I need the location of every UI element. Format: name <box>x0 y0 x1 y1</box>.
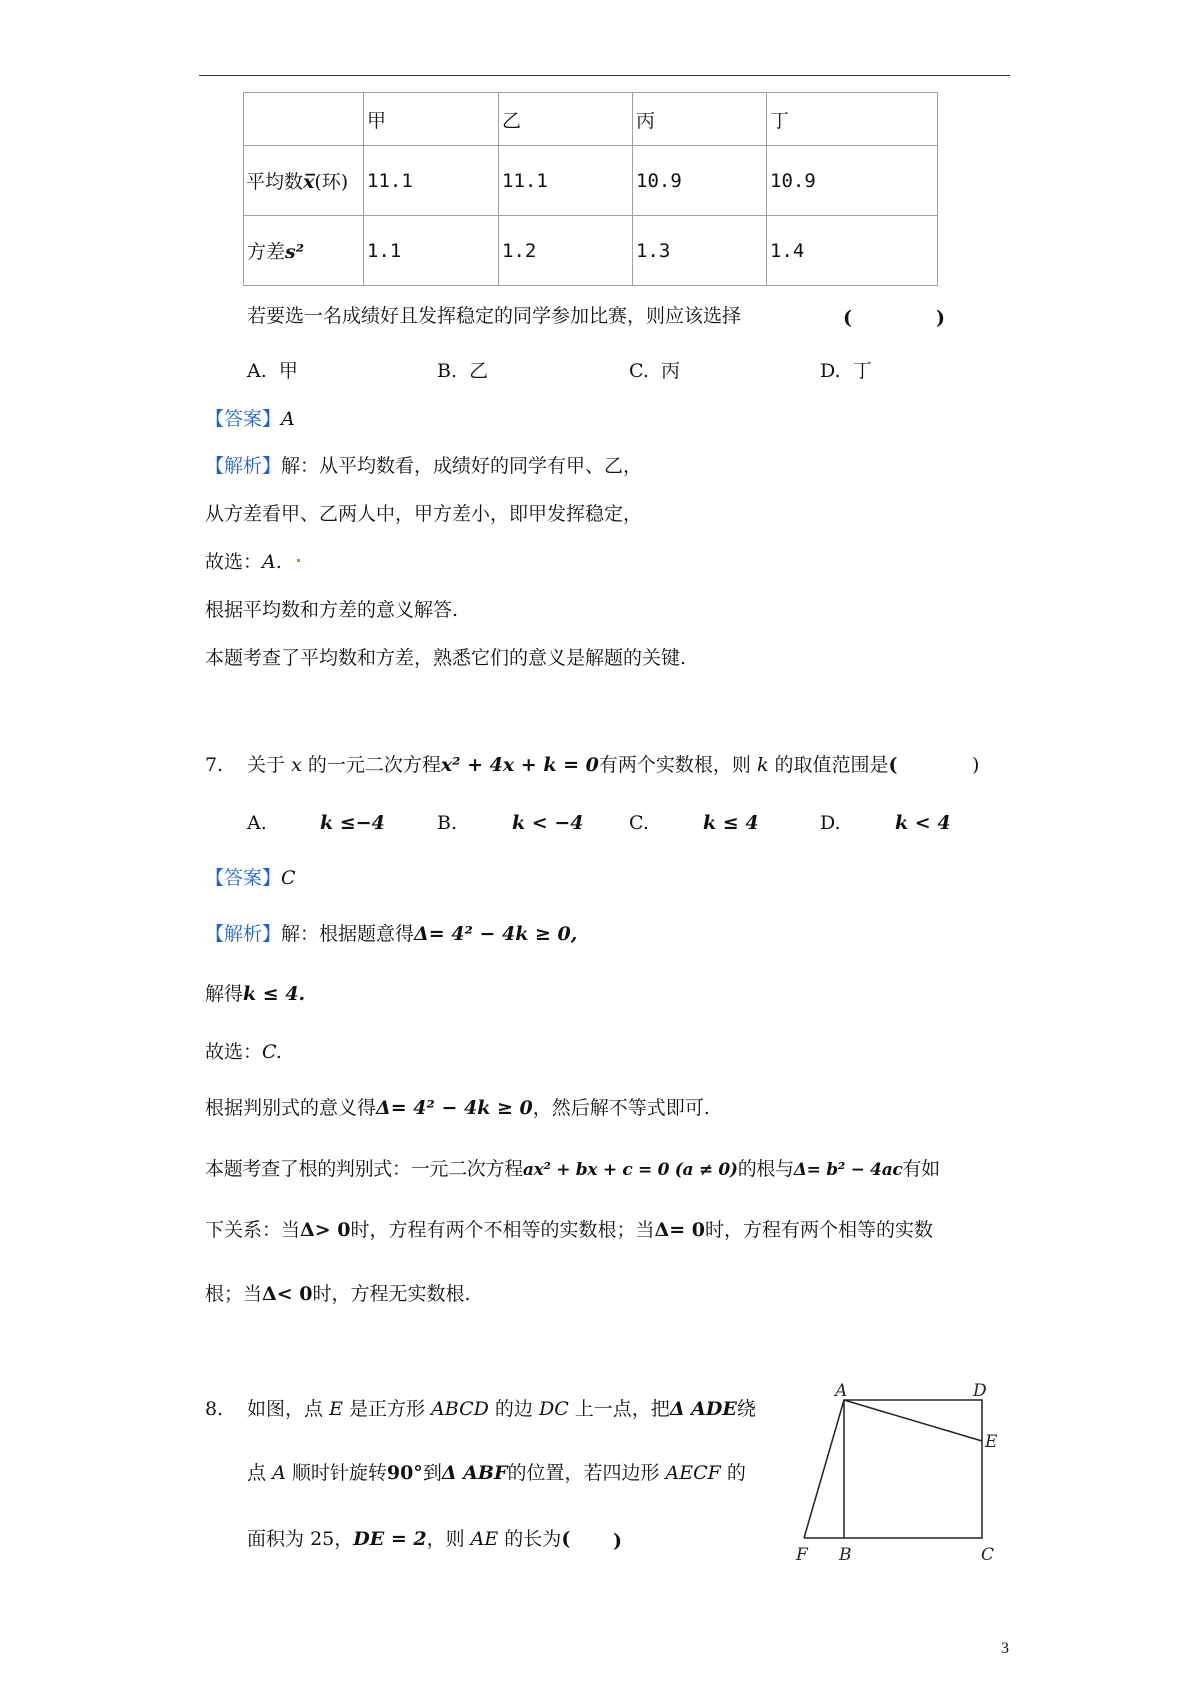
label-text: 平均数 <box>246 171 304 193</box>
analysis-text: 解：根据题意得 <box>281 923 415 945</box>
table-header-cell: 乙 <box>499 93 633 146</box>
option-text: 丁 <box>852 360 872 382</box>
analysis-math: Δ= 4² − 4k ≥ 0, <box>414 923 578 945</box>
q6-analysis-line-3 <box>205 550 282 574</box>
stem-text: 的取值范围是 <box>774 754 889 776</box>
q7-option-d-letter: D. <box>820 812 841 834</box>
stray-dot <box>297 559 300 562</box>
q6-option-b <box>437 359 488 383</box>
table-header-cell: 丙 <box>633 93 767 146</box>
q7-analysis-line-1 <box>205 922 577 946</box>
q6-option-a <box>247 359 298 383</box>
q7-analysis-line-5 <box>205 1157 940 1182</box>
q7-analysis-line-3 <box>205 1040 282 1064</box>
stem-var: x <box>291 754 302 776</box>
option-text: 丙 <box>661 360 681 382</box>
analysis-math: Δ> 0 <box>300 1219 351 1241</box>
point: A <box>272 1462 286 1484</box>
analysis-text: 根；当 <box>205 1283 263 1305</box>
table-header-row <box>244 93 938 146</box>
bracket-open: ( <box>561 1528 571 1550</box>
text: ，则 <box>426 1528 465 1550</box>
q8-bracket-close: ) <box>613 1530 622 1552</box>
q6-analysis-line-5: 本题考查了平均数和方差，熟悉它们的意义是解题的关键. <box>205 647 687 669</box>
analysis-text: 故选： <box>205 551 263 573</box>
text: 绕 <box>736 1398 756 1420</box>
q6-answer <box>205 407 295 431</box>
text: 如图，点 <box>247 1398 324 1420</box>
analysis-text: 时，方程有两个不相等的实数根；当 <box>350 1219 655 1241</box>
label-math: x̅ <box>303 171 315 193</box>
q7-option-c-letter: C. <box>629 812 649 834</box>
page-number: 3 <box>1001 1640 1009 1657</box>
header-rule <box>199 75 1010 76</box>
label-a: A <box>835 1381 848 1401</box>
analysis-math: Δ= 0 <box>654 1219 706 1241</box>
q8-line-2 <box>247 1461 746 1485</box>
figure-lines <box>804 1400 982 1538</box>
q7-answer <box>205 866 296 890</box>
option-letter: D. <box>820 360 841 382</box>
q6-option-c <box>629 359 680 383</box>
table-cell <box>244 93 364 146</box>
q6-option-d <box>820 359 872 383</box>
q6-stem <box>247 304 741 328</box>
square-name: ABCD <box>431 1398 489 1420</box>
analysis-text: 时，方程无实数根. <box>312 1283 471 1305</box>
table-cell: 1.2 <box>499 216 633 286</box>
table-cell: 1.3 <box>633 216 767 286</box>
text: ， <box>334 1528 354 1550</box>
analysis-math: Δ< 0 <box>262 1283 313 1305</box>
segment: AE <box>470 1528 499 1550</box>
q8-figure <box>775 1375 1005 1570</box>
triangle: Δ ABF <box>441 1462 508 1484</box>
option-letter: B. <box>437 360 458 382</box>
text: 的边 <box>494 1398 533 1420</box>
text: 点 <box>247 1462 267 1484</box>
text: 顺时针旋转 <box>291 1462 387 1484</box>
label-f: F <box>796 1545 808 1565</box>
q6-analysis-line-2: 从方差看甲、乙两人中，甲方差小，即甲发挥稳定， <box>205 503 643 525</box>
triangle: Δ ADE <box>669 1398 737 1420</box>
analysis-math: Δ= 4² − 4k ≥ 0 <box>376 1097 533 1119</box>
analysis-text: 的根与 <box>737 1158 794 1180</box>
analysis-text: 有如 <box>902 1158 940 1180</box>
q6-analysis-line-4: 根据平均数和方差的意义解答. <box>205 599 459 621</box>
table-header-cell: 丁 <box>767 93 938 146</box>
text: 的 <box>726 1462 746 1484</box>
q7-analysis-line-4 <box>205 1096 710 1120</box>
analysis-text: 解得 <box>205 983 244 1005</box>
analysis-math: Δ= b² − 4ac <box>793 1160 903 1180</box>
answer-tag: 【答案】 <box>205 867 282 889</box>
table-header-cell: 甲 <box>364 93 499 146</box>
label-c: C <box>981 1545 995 1565</box>
analysis-text: 本题考查了根的判别式：一元二次方程 <box>205 1158 523 1180</box>
label-math: s² <box>285 241 305 263</box>
text: 的位置，若四边形 <box>507 1462 660 1484</box>
table-cell: 10.9 <box>633 146 767 216</box>
analysis-text: 时，方程有两个相等的实数 <box>705 1219 934 1241</box>
quad-name: AECF <box>665 1462 721 1484</box>
label-text: 方差 <box>247 241 286 263</box>
q8-line-3 <box>247 1527 570 1551</box>
analysis-text: ，然后解不等式即可. <box>532 1097 710 1119</box>
analysis-tag: 【解析】 <box>205 455 282 477</box>
analysis-text: 故选： <box>205 1041 263 1063</box>
table-cell: 1.4 <box>767 216 938 286</box>
q7-option-c-text: k ≤ 4 <box>703 812 759 834</box>
label-text: (环) <box>314 171 349 193</box>
option-letter: C. <box>629 360 649 382</box>
number: 25 <box>310 1528 335 1550</box>
option-text: 乙 <box>469 360 489 382</box>
text: 面积为 <box>247 1528 305 1550</box>
side: DC <box>538 1398 569 1420</box>
q7-number: 7. <box>205 754 224 776</box>
answer-value: C <box>281 867 296 889</box>
q7-analysis-line-2 <box>205 982 305 1006</box>
option-text: 甲 <box>278 360 298 382</box>
bracket-open: ( <box>888 754 898 776</box>
segment-af <box>804 1400 844 1538</box>
table-cell: 1.1 <box>364 216 499 286</box>
q6-bracket-close: ) <box>936 307 945 329</box>
row-label-variance <box>244 216 364 286</box>
q7-option-b-text: k < −4 <box>512 812 584 834</box>
analysis-text: 解：从平均数看，成绩好的同学有甲、乙， <box>281 455 643 477</box>
analysis-tag: 【解析】 <box>205 923 282 945</box>
q6-bracket-open: ( <box>843 307 852 329</box>
q6-analysis-line-1 <box>205 454 642 478</box>
equation: DE = 2 <box>353 1528 427 1550</box>
angle: 90° <box>386 1462 423 1484</box>
q7-analysis-line-6 <box>205 1218 933 1242</box>
label-e: E <box>985 1432 998 1452</box>
label-d: D <box>973 1381 987 1401</box>
stem-equation: x² + 4x + k = 0 <box>440 754 599 776</box>
stem-text: 的一元二次方程 <box>307 754 441 776</box>
text: 是正方形 <box>348 1398 425 1420</box>
analysis-choice: C. <box>262 1041 282 1063</box>
q7-bracket-close: ) <box>972 754 980 776</box>
answer-value: A <box>281 408 295 430</box>
q7-stem <box>247 753 898 777</box>
answer-tag: 【答案】 <box>205 408 282 430</box>
stats-table <box>243 92 938 286</box>
q7-option-a-letter: A. <box>247 812 267 834</box>
q8-line-1 <box>247 1397 756 1421</box>
q7-option-d-text: k < 4 <box>895 812 951 834</box>
stem-text: 有两个实数根，则 <box>598 754 751 776</box>
stem-var: k <box>756 754 769 776</box>
point: E <box>329 1398 343 1420</box>
segment-ae <box>844 1400 982 1441</box>
q7-option-a-text: k ≤−4 <box>320 812 385 834</box>
analysis-math: ax² + bx + c = 0 (a ≠ 0) <box>522 1160 738 1180</box>
analysis-math: k ≤ 4. <box>243 983 306 1005</box>
option-letter: A. <box>247 360 267 382</box>
table-row <box>244 146 938 216</box>
q6-stem-text: 若要选一名成绩好且发挥稳定的同学参加比赛，则应该选择 <box>247 305 742 327</box>
analysis-text: 下关系：当 <box>205 1219 301 1241</box>
table-cell: 10.9 <box>767 146 938 216</box>
table-cell: 11.1 <box>499 146 633 216</box>
text: 上一点，把 <box>574 1398 670 1420</box>
stem-text: 关于 <box>247 754 286 776</box>
q7-option-b-letter: B. <box>437 812 458 834</box>
label-b: B <box>839 1545 852 1565</box>
text: 到 <box>422 1462 442 1484</box>
q8-number: 8. <box>205 1398 224 1420</box>
table-row <box>244 216 938 286</box>
table-cell: 11.1 <box>364 146 499 216</box>
text: 的长为 <box>504 1528 562 1550</box>
row-label-mean <box>244 146 364 216</box>
analysis-choice: A. <box>262 551 282 573</box>
analysis-text: 根据判别式的意义得 <box>205 1097 377 1119</box>
q7-analysis-line-7 <box>205 1282 471 1306</box>
